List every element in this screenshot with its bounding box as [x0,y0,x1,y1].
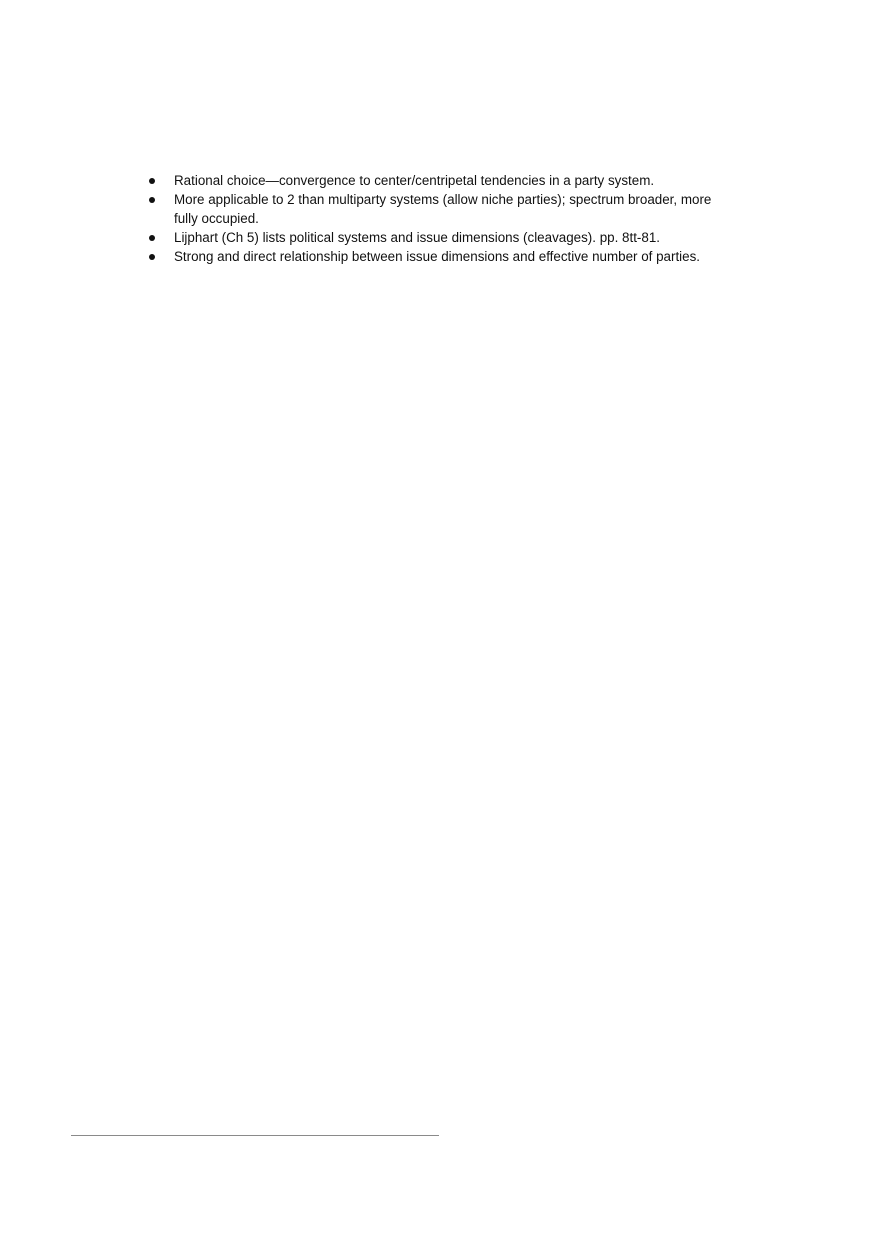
footnote-separator [71,1135,439,1136]
list-item-text: Strong and direct relationship between issue dimensions and effective number of parties. [174,249,701,264]
list-item-text: More applicable to 2 than multiparty systems (allow niche parties); spectrum broader, more fully occupied. [174,192,712,226]
bullet-icon [149,197,155,203]
list-item-text: Rational choice—convergence to center/centripetal tendencies in a party system. [174,173,655,188]
list-item [148,247,728,266]
list-item [148,171,728,190]
list-item [148,190,728,228]
list-item-text: Lijphart (Ch 5) lists political systems and issue dimensions (cleavages). pp. 8tt-81. [174,230,660,245]
bullet-icon [149,178,155,184]
list-item [148,228,728,247]
bullet-list [148,171,728,266]
bullet-icon [149,235,155,241]
bullet-icon [149,254,155,260]
